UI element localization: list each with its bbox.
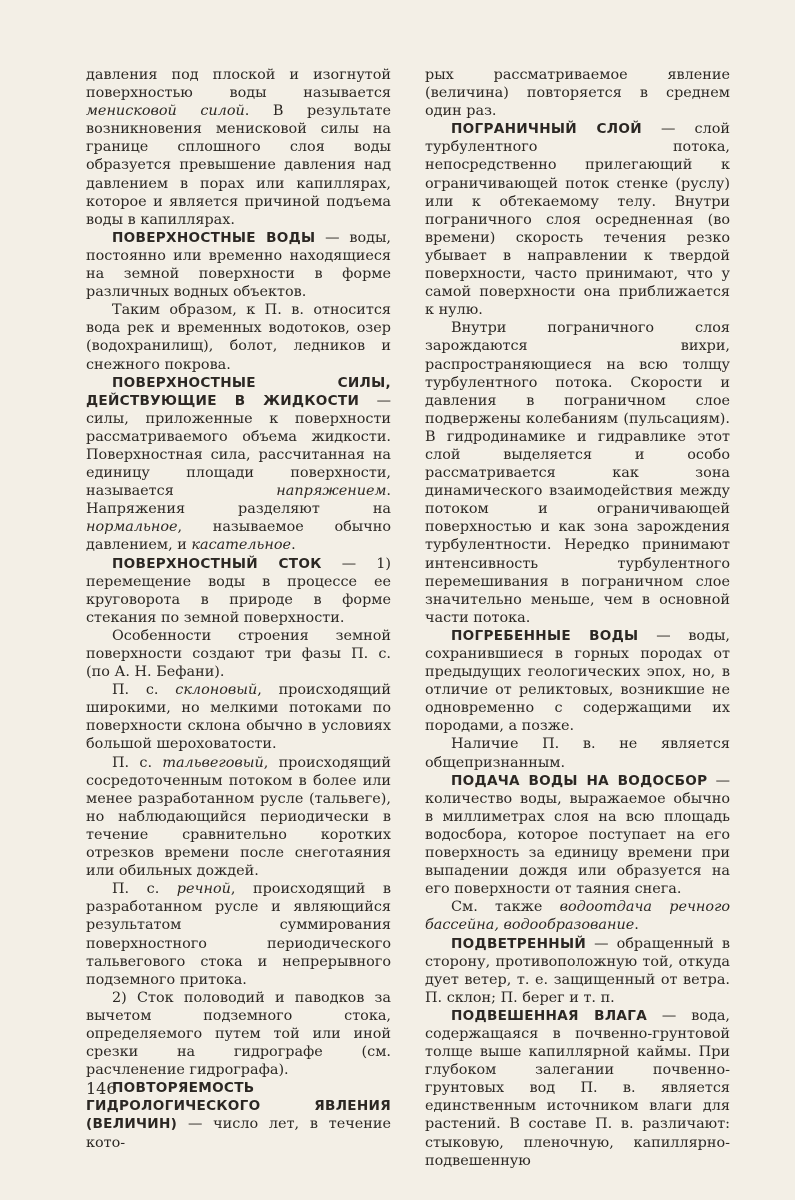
body-text: давления под плоской и изогнутой поверхностью воды называется bbox=[86, 67, 391, 102]
body-text: , происходящий широкими, но мелкими потоками по поверхности склона обычно в условиях большой шероховатости. bbox=[86, 682, 391, 753]
right-column-paragraph bbox=[425, 935, 730, 1007]
body-text: Особенности строения земной поверхности создают три фазы П. с. (по А. Н. Бефани). bbox=[86, 627, 391, 681]
left-column-paragraph bbox=[86, 989, 391, 1079]
right-column-paragraph bbox=[425, 120, 730, 319]
left-column-paragraph bbox=[86, 681, 391, 753]
body-text: П. с. bbox=[112, 682, 176, 699]
left-column bbox=[86, 66, 391, 1152]
entry-term: ПОВЕРХНОСТНЫЕ ВОДЫ bbox=[112, 229, 316, 246]
body-text: , происходящий в разработанном русле и являющийся результатом суммирования поверхностного периодического тальвегового стока и непрерывного подземного притока. bbox=[86, 881, 391, 988]
right-column-paragraph bbox=[425, 319, 730, 627]
body-text: — число лет, в течение кото- bbox=[86, 1116, 391, 1151]
body-text: , происходящий сосредоточенным потоком в более или менее разработанном русле (тальвеге), но наблюдающийся периодически в течение сравнительно коротких отрезков времени после снеготаяния или обильных дождей. bbox=[86, 754, 391, 880]
body-text: Внутри пограничного слоя зарождаются вихри, распространяющиеся на всю толщу турбулентного потока. Скорости и давления в пограничном слое подвержены колебаниям (пульсациям). В гидродинамике и гидравлике этот слой выделяется и особо рассматривается как зона динамического взаимодействия между потоком и ограничивающей поверхностью и как зона зарождения турбулентности. Нередко принимают интенсивность турбулентного перемешивания в пограничном слое значительно меньше, чем в основной части потока. bbox=[425, 320, 730, 626]
body-text: — воды, сохранившиеся в горных породах от предыдущих геологических эпох, но, в отличие от реликтовых, возникшие не одновременно с содержащими их породами, а позже. bbox=[425, 627, 730, 735]
left-column-paragraph bbox=[86, 754, 391, 881]
entry-term: ПОВТОРЯЕМОСТЬ ГИДРОЛОГИЧЕСКОГО ЯВЛЕНИЯ (ВЕЛИЧИН) bbox=[86, 1080, 391, 1133]
italic-text: касательное bbox=[191, 537, 292, 554]
entry-term: ПОГРАНИЧНЫЙ СЛОЙ bbox=[451, 121, 642, 138]
page-number: 146 bbox=[86, 1079, 117, 1098]
body-text: . bbox=[634, 917, 639, 934]
left-column-paragraph bbox=[86, 880, 391, 989]
body-text: . Напряжения разделяют на bbox=[86, 483, 391, 518]
left-column-paragraph bbox=[86, 627, 391, 681]
right-column-paragraph bbox=[425, 772, 730, 899]
italic-text: речной bbox=[176, 881, 231, 898]
body-text: . В результате возникновения менисковой силы на границе сплошного слоя воды образуется превышение давления над давлением в порах или капиллярах, которое и является причиной подъема воды в капиллярах. bbox=[86, 103, 391, 228]
italic-text: тальвеговый bbox=[162, 754, 264, 771]
body-text: . bbox=[291, 537, 296, 554]
right-column-paragraph bbox=[425, 1007, 730, 1170]
body-text: Наличие П. в. не является общепризнанным. bbox=[425, 736, 730, 771]
entry-term: ПОДВЕШЕННАЯ ВЛАГА bbox=[451, 1007, 648, 1024]
entry-term: ПОГРЕБЕННЫЕ ВОДЫ bbox=[451, 627, 639, 644]
body-text: 2) Сток половодий и паводков за вычетом подземного стока, определяемого путем той или иной срезки на гидрографе (см. расчленение гидрографа). bbox=[86, 989, 391, 1079]
left-column-paragraph bbox=[86, 374, 391, 555]
italic-text: водоотдача речного бассейна, водообразование bbox=[425, 899, 731, 934]
body-text: Таким образом, к П. в. относится вода рек и временных водотоков, озер (водохранилищ), болот, ледников и снежного покрова. bbox=[86, 302, 391, 373]
body-text: — вода, содержащаяся в почвенно-грунтовой толще выше капиллярной каймы. При глубоком залегании почвенно-грунтовых вод П. в. является единственным источником влаги для растений. В составе П. в. различают: стыковую, пленочную, капиллярно-подвешенную bbox=[425, 1007, 730, 1169]
body-text: См. также bbox=[451, 899, 560, 916]
left-column-paragraph bbox=[86, 301, 391, 373]
body-text: — обращенный в сторону, противоположную той, откуда дует ветер, т. е. защищенный от ветра. П. склон; П. берег и т. п. bbox=[425, 935, 730, 1006]
entry-term: ПОДАЧА ВОДЫ НА ВОДОСБОР bbox=[451, 772, 708, 789]
right-column-paragraph bbox=[425, 627, 730, 736]
left-column-paragraph bbox=[86, 555, 391, 627]
left-column-paragraph bbox=[86, 66, 391, 229]
italic-text: напряжением bbox=[276, 483, 387, 500]
body-text: — воды, постоянно или временно находящиеся на земной поверхности в форме различных водных объектов. bbox=[86, 229, 391, 301]
entry-term: ПОВЕРХНОСТНЫЙ СТОК bbox=[112, 555, 322, 572]
body-text: , называемое обычно давлением, и bbox=[86, 519, 391, 554]
left-column-paragraph bbox=[86, 1079, 391, 1151]
body-text: рых рассматриваемое явление (величина) повторяется в среднем один раз. bbox=[425, 67, 730, 120]
right-column-paragraph bbox=[425, 735, 730, 771]
body-text: — 1) перемещение воды в процессе ее круговорота в природе в форме стекания по земной поверхности. bbox=[86, 555, 391, 626]
body-text: П. с. bbox=[112, 881, 177, 898]
italic-text: нормальное bbox=[86, 519, 178, 536]
body-text: — слой турбулентного потока, непосредственно прилегающий к ограничивающей поток стенке (руслу) или к обтекаемому телу. Внутри пограничного слоя осредненная (во времени) скорость течения резко убывает в направлении к твердой поверхности, часто принимают, что у самой поверхности она приближается к нулю. bbox=[425, 121, 731, 319]
left-column-paragraph bbox=[86, 229, 391, 301]
italic-text: менисковой силой bbox=[86, 103, 245, 120]
body-text: П. с. bbox=[112, 754, 163, 771]
entry-term: ПОДВЕТРЕННЫЙ bbox=[451, 935, 587, 952]
right-column-paragraph bbox=[425, 66, 730, 120]
entry-term: ПОВЕРХНОСТНЫЕ СИЛЫ, ДЕЙСТВУЮЩИЕ В ЖИДКОСТИ bbox=[86, 374, 391, 409]
right-column-paragraph bbox=[425, 898, 730, 934]
right-column bbox=[425, 66, 730, 1170]
body-text: — количество воды, выражаемое обычно в миллиметрах слоя на всю площадь водосбора, которое поступает на его поверхность за единицу времени при выпадении дождя или образуется на его поверхности от таяния снега. bbox=[425, 772, 731, 898]
italic-text: склоновый bbox=[175, 682, 258, 699]
body-text: — силы, приложенные к поверхности рассматриваемого объема жидкости. Поверхностная сила, рассчитанная на единицу площади поверхности, называется bbox=[86, 392, 391, 500]
